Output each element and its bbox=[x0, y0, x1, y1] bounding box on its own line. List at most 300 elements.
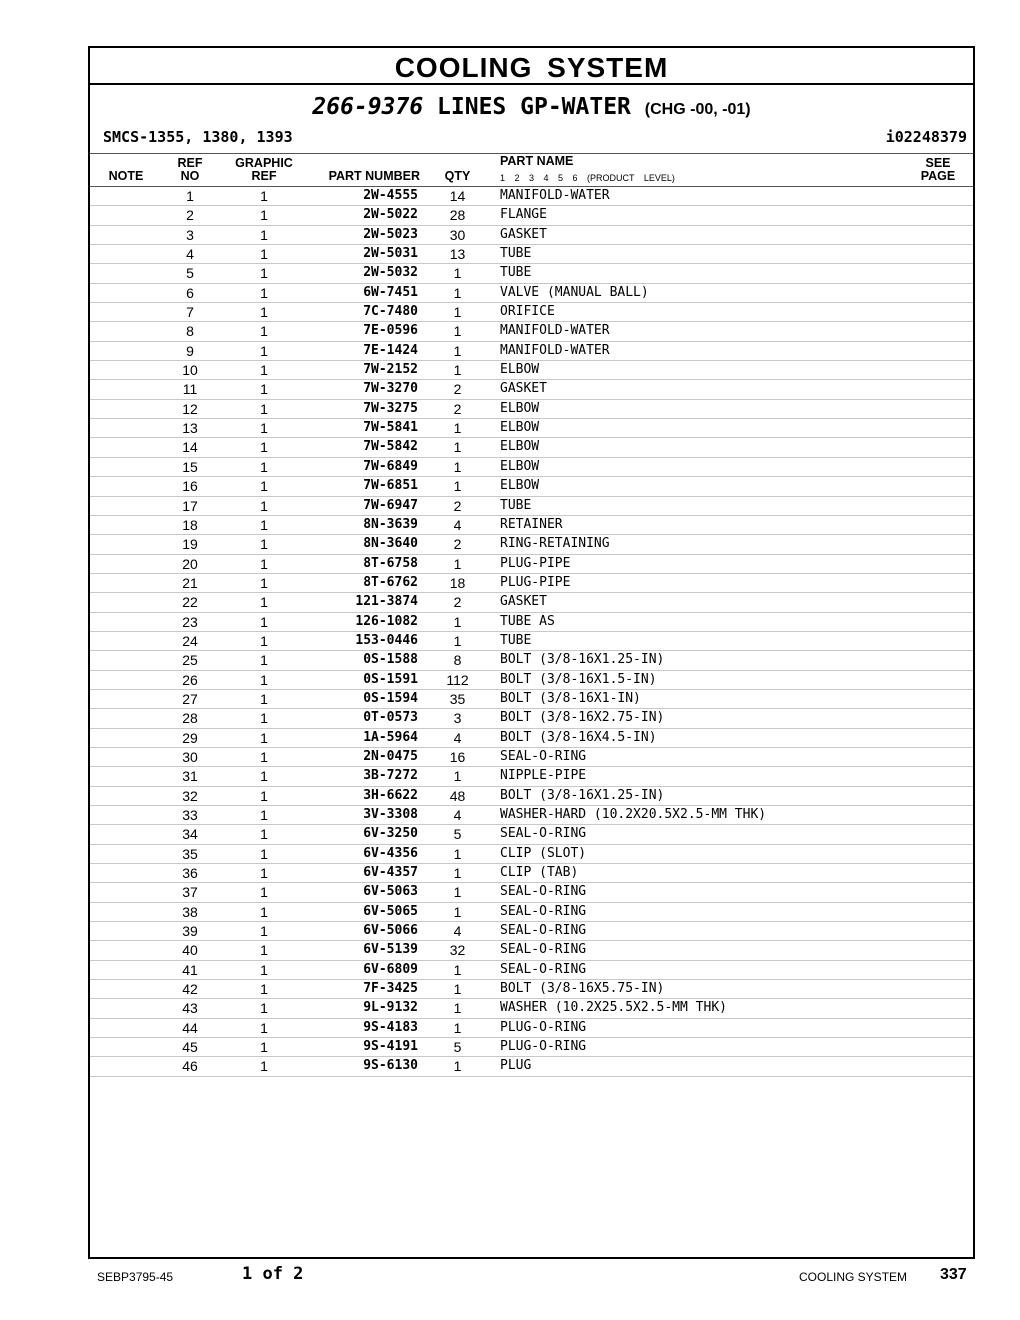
part-number-cell: 8N-3640 bbox=[363, 536, 418, 552]
smcs-codes: SMCS-1355, 1380, 1393 bbox=[103, 128, 293, 146]
qty-cell: 1 bbox=[453, 420, 462, 437]
part-number-cell: 0S-1588 bbox=[363, 652, 418, 668]
qty-cell: 1 bbox=[453, 1000, 462, 1017]
graphic-ref-cell: 1 bbox=[260, 787, 268, 804]
part-number-cell: 7W-3275 bbox=[363, 400, 418, 416]
graphic-ref-cell: 1 bbox=[260, 497, 268, 514]
header-see-page bbox=[910, 157, 966, 183]
table-row bbox=[90, 825, 973, 844]
ref-no-cell: 8 bbox=[186, 323, 194, 340]
table-row bbox=[90, 516, 973, 535]
part-name-cell: SEAL-O-RING bbox=[500, 961, 587, 977]
part-name-cell: ELBOW bbox=[500, 478, 540, 494]
ref-no-cell: 7 bbox=[186, 304, 194, 321]
ref-no-cell: 22 bbox=[182, 594, 198, 611]
table-row bbox=[90, 574, 973, 593]
illustration-id: i02248379 bbox=[885, 128, 967, 146]
part-name-cell: PLUG-PIPE bbox=[500, 555, 571, 571]
ref-no-cell: 33 bbox=[182, 807, 198, 823]
part-number-cell: 2W-5022 bbox=[363, 207, 418, 223]
part-name-cell: NIPPLE-PIPE bbox=[500, 768, 587, 784]
header-see-page-line1: SEE bbox=[925, 156, 951, 170]
table-row bbox=[90, 922, 973, 941]
graphic-ref-cell: 1 bbox=[260, 478, 268, 495]
graphic-ref-cell: 1 bbox=[260, 246, 268, 263]
graphic-ref-cell: 1 bbox=[260, 748, 268, 765]
part-name-cell: ELBOW bbox=[500, 400, 540, 416]
parts-list bbox=[90, 186, 973, 1077]
part-number-cell: 7W-3270 bbox=[363, 381, 418, 397]
qty-cell: 1 bbox=[453, 981, 462, 998]
qty-cell: 3 bbox=[453, 710, 462, 727]
group-title bbox=[90, 93, 973, 124]
qty-cell: 14 bbox=[449, 188, 466, 204]
qty-cell: 1 bbox=[453, 865, 462, 882]
graphic-ref-cell: 1 bbox=[260, 729, 268, 746]
footer-section: COOLING SYSTEM bbox=[799, 1270, 908, 1284]
graphic-ref-cell: 1 bbox=[260, 362, 268, 379]
qty-cell: 4 bbox=[453, 729, 462, 746]
part-name-cell: BOLT (3/8-16X4.5-IN) bbox=[500, 729, 657, 745]
table-row bbox=[90, 438, 973, 457]
qty-cell: 2 bbox=[453, 497, 462, 514]
header-qty: QTY bbox=[444, 169, 471, 183]
table-row bbox=[90, 787, 973, 806]
qty-cell: 2 bbox=[453, 594, 462, 611]
table-row bbox=[90, 1019, 973, 1038]
part-number-cell: 6V-3250 bbox=[363, 826, 418, 842]
table-row bbox=[90, 806, 973, 825]
table-row bbox=[90, 535, 973, 554]
graphic-ref-cell: 1 bbox=[260, 710, 268, 727]
ref-no-cell: 42 bbox=[182, 981, 198, 998]
table-row bbox=[90, 864, 973, 883]
qty-cell: 35 bbox=[449, 690, 466, 707]
part-name-cell: BOLT (3/8-16X2.75-IN) bbox=[500, 710, 665, 726]
part-number-cell: 7W-6849 bbox=[363, 458, 418, 474]
graphic-ref-cell: 1 bbox=[260, 1019, 268, 1036]
ref-no-cell: 17 bbox=[182, 497, 198, 514]
qty-cell: 1 bbox=[453, 478, 462, 495]
graphic-ref-cell: 1 bbox=[260, 826, 268, 843]
table-row bbox=[90, 400, 973, 419]
ref-no-cell: 34 bbox=[182, 826, 198, 843]
qty-cell: 1 bbox=[453, 555, 462, 572]
qty-cell: 4 bbox=[453, 923, 462, 940]
graphic-ref-cell: 1 bbox=[260, 342, 268, 359]
part-name-cell: MANIFOLD-WATER bbox=[500, 342, 610, 358]
part-name-cell: BOLT (3/8-16X5.75-IN) bbox=[500, 981, 665, 997]
footer-page-number: 337 bbox=[940, 1266, 967, 1283]
ref-no-cell: 32 bbox=[182, 787, 198, 804]
table-row bbox=[90, 1057, 973, 1076]
part-number-cell: 7F-3425 bbox=[363, 981, 418, 997]
part-name-cell: SEAL-O-RING bbox=[500, 748, 587, 764]
table-row bbox=[90, 342, 973, 361]
ref-no-cell: 15 bbox=[182, 458, 198, 475]
part-name-cell: PLUG-O-RING bbox=[500, 1019, 587, 1035]
part-number-cell: 2W-4555 bbox=[363, 188, 418, 203]
part-number-cell: 3H-6622 bbox=[363, 787, 418, 803]
ref-no-cell: 16 bbox=[182, 478, 198, 495]
ref-no-cell: 1 bbox=[186, 188, 194, 204]
ref-no-cell: 3 bbox=[186, 226, 194, 243]
ref-no-cell: 10 bbox=[182, 362, 198, 379]
part-number-cell: 6V-5063 bbox=[363, 884, 418, 900]
table-row bbox=[90, 709, 973, 728]
ref-no-cell: 40 bbox=[182, 942, 198, 959]
qty-cell: 1 bbox=[453, 458, 462, 475]
part-name-cell: MANIFOLD-WATER bbox=[500, 323, 610, 339]
table-row bbox=[90, 186, 973, 206]
part-name-cell: TUBE bbox=[500, 497, 532, 513]
ref-no-cell: 24 bbox=[182, 632, 198, 649]
part-name-cell: CLIP (TAB) bbox=[500, 865, 579, 881]
ref-no-cell: 26 bbox=[182, 671, 198, 688]
table-row bbox=[90, 477, 973, 496]
graphic-ref-cell: 1 bbox=[260, 226, 268, 243]
part-name-cell: CLIP (SLOT) bbox=[500, 845, 587, 861]
part-name-cell: ORIFICE bbox=[500, 304, 555, 320]
qty-cell: 1 bbox=[453, 632, 462, 649]
ref-no-cell: 39 bbox=[182, 923, 198, 940]
group-change: (CHG -00, -01) bbox=[644, 101, 751, 118]
part-name-cell: VALVE (MANUAL BALL) bbox=[500, 284, 649, 300]
qty-cell: 1 bbox=[453, 1019, 462, 1036]
table-row bbox=[90, 245, 973, 264]
ref-no-cell: 12 bbox=[182, 400, 198, 417]
ref-no-cell: 28 bbox=[182, 710, 198, 727]
part-number-cell: 3B-7272 bbox=[363, 768, 418, 784]
part-name-cell: ELBOW bbox=[500, 362, 540, 378]
qty-cell: 1 bbox=[453, 342, 462, 359]
header-see-page-line2: PAGE bbox=[920, 169, 956, 183]
part-number-cell: 2W-5023 bbox=[363, 226, 418, 242]
graphic-ref-cell: 1 bbox=[260, 555, 268, 572]
qty-cell: 1 bbox=[453, 613, 462, 630]
table-row bbox=[90, 845, 973, 864]
part-name-cell: PLUG-O-RING bbox=[500, 1039, 587, 1055]
part-name-cell: SEAL-O-RING bbox=[500, 942, 587, 958]
part-number-cell: 6W-7451 bbox=[363, 284, 418, 300]
qty-cell: 28 bbox=[449, 207, 466, 224]
part-number-cell: 0S-1591 bbox=[363, 671, 418, 687]
part-name-cell: GASKET bbox=[500, 381, 547, 397]
graphic-ref-cell: 1 bbox=[260, 207, 268, 224]
part-number-cell: 7W-2152 bbox=[363, 362, 418, 378]
graphic-ref-cell: 1 bbox=[260, 284, 268, 301]
ref-no-cell: 13 bbox=[182, 420, 198, 437]
header-graphic-ref-line1: GRAPHIC bbox=[235, 156, 293, 170]
part-number-cell: 6V-5065 bbox=[363, 903, 418, 919]
qty-cell: 1 bbox=[453, 884, 462, 901]
part-name-cell: ELBOW bbox=[500, 458, 540, 474]
group-part-number: 266-9376 bbox=[312, 94, 424, 120]
part-name-cell: WASHER-HARD (10.2X20.5X2.5-MM THK) bbox=[500, 807, 767, 822]
part-name-cell: BOLT (3/8-16X1.25-IN) bbox=[500, 787, 665, 803]
qty-cell: 1 bbox=[453, 284, 462, 301]
ref-no-cell: 23 bbox=[182, 613, 198, 630]
part-number-cell: 9L-9132 bbox=[363, 1000, 418, 1016]
ref-no-cell: 19 bbox=[182, 536, 198, 553]
part-number-cell: 3V-3308 bbox=[363, 807, 418, 822]
graphic-ref-cell: 1 bbox=[260, 458, 268, 475]
part-number-cell: 2N-0475 bbox=[363, 748, 418, 764]
part-name-cell: WASHER (10.2X25.5X2.5-MM THK) bbox=[500, 1000, 727, 1016]
table-row bbox=[90, 767, 973, 786]
graphic-ref-cell: 1 bbox=[260, 923, 268, 940]
qty-cell: 13 bbox=[449, 246, 466, 263]
graphic-ref-cell: 1 bbox=[260, 671, 268, 688]
part-number-cell: 6V-6809 bbox=[363, 961, 418, 977]
part-name-cell: SEAL-O-RING bbox=[500, 903, 587, 919]
header-ref-no-line2: NO bbox=[180, 169, 200, 183]
part-number-cell: 9S-6130 bbox=[363, 1058, 418, 1074]
qty-cell: 18 bbox=[449, 574, 466, 591]
table-row bbox=[90, 980, 973, 999]
group-name: LINES GP-WATER bbox=[437, 94, 631, 120]
ref-no-cell: 31 bbox=[182, 768, 198, 785]
part-name-cell: SEAL-O-RING bbox=[500, 826, 587, 842]
ref-no-cell: 2 bbox=[186, 207, 194, 224]
footer-page-of: 1 of 2 bbox=[242, 1264, 304, 1284]
qty-cell: 1 bbox=[453, 845, 462, 862]
part-number-cell: 153-0446 bbox=[355, 632, 418, 648]
header-ref-no bbox=[170, 157, 210, 183]
qty-cell: 2 bbox=[453, 381, 462, 398]
graphic-ref-cell: 1 bbox=[260, 516, 268, 533]
part-number-cell: 7C-7480 bbox=[363, 304, 418, 320]
graphic-ref-cell: 1 bbox=[260, 961, 268, 978]
page-frame bbox=[88, 46, 975, 1259]
table-row bbox=[90, 748, 973, 767]
table-row bbox=[90, 361, 973, 380]
ref-no-cell: 5 bbox=[186, 265, 194, 282]
ref-no-cell: 44 bbox=[182, 1019, 198, 1036]
ref-no-cell: 37 bbox=[182, 884, 198, 901]
ref-no-cell: 27 bbox=[182, 690, 198, 707]
table-row bbox=[90, 883, 973, 902]
ref-no-cell: 35 bbox=[182, 845, 198, 862]
qty-cell: 16 bbox=[449, 748, 466, 765]
part-name-cell: BOLT (3/8-16X1.25-IN) bbox=[500, 652, 665, 668]
part-number-cell: 1A-5964 bbox=[363, 729, 418, 745]
table-row bbox=[90, 999, 973, 1018]
part-number-cell: 8T-6758 bbox=[363, 555, 418, 571]
graphic-ref-cell: 1 bbox=[260, 807, 268, 823]
table-row bbox=[90, 593, 973, 612]
graphic-ref-cell: 1 bbox=[260, 1000, 268, 1017]
part-name-cell: RETAINER bbox=[500, 516, 563, 532]
part-number-cell: 7W-6851 bbox=[363, 478, 418, 494]
table-row bbox=[90, 941, 973, 960]
ref-no-cell: 30 bbox=[182, 748, 198, 765]
part-name-cell: BOLT (3/8-16X1-IN) bbox=[500, 690, 641, 706]
part-number-cell: 8T-6762 bbox=[363, 574, 418, 590]
graphic-ref-cell: 1 bbox=[260, 690, 268, 707]
table-row bbox=[90, 613, 973, 632]
graphic-ref-cell: 1 bbox=[260, 768, 268, 785]
part-name-cell: FLANGE bbox=[500, 207, 547, 223]
graphic-ref-cell: 1 bbox=[260, 536, 268, 553]
table-row bbox=[90, 555, 973, 574]
graphic-ref-cell: 1 bbox=[260, 884, 268, 901]
part-number-cell: 7W-5842 bbox=[363, 439, 418, 455]
header-part-name: PART NAME bbox=[500, 154, 574, 168]
graphic-ref-cell: 1 bbox=[260, 304, 268, 321]
ref-no-cell: 29 bbox=[182, 729, 198, 746]
qty-cell: 8 bbox=[453, 652, 462, 669]
table-row bbox=[90, 903, 973, 922]
graphic-ref-cell: 1 bbox=[260, 381, 268, 398]
part-number-cell: 6V-4357 bbox=[363, 865, 418, 881]
ref-no-cell: 46 bbox=[182, 1058, 198, 1075]
graphic-ref-cell: 1 bbox=[260, 903, 268, 920]
part-number-cell: 7W-5841 bbox=[363, 420, 418, 436]
table-row bbox=[90, 322, 973, 341]
qty-cell: 1 bbox=[453, 1058, 462, 1075]
graphic-ref-cell: 1 bbox=[260, 613, 268, 630]
part-number-cell: 9S-4191 bbox=[363, 1039, 418, 1055]
table-row bbox=[90, 961, 973, 980]
qty-cell: 48 bbox=[449, 787, 466, 804]
graphic-ref-cell: 1 bbox=[260, 574, 268, 591]
table-row bbox=[90, 419, 973, 438]
part-number-cell: 9S-4183 bbox=[363, 1019, 418, 1035]
graphic-ref-cell: 1 bbox=[260, 323, 268, 340]
part-number-cell: 2W-5031 bbox=[363, 246, 418, 262]
table-row bbox=[90, 284, 973, 303]
qty-cell: 1 bbox=[453, 304, 462, 321]
section-title: COOLING SYSTEM bbox=[90, 48, 973, 85]
graphic-ref-cell: 1 bbox=[260, 188, 268, 204]
qty-cell: 1 bbox=[453, 265, 462, 282]
ref-no-cell: 11 bbox=[182, 381, 198, 398]
part-number-cell: 6V-4356 bbox=[363, 845, 418, 861]
table-row bbox=[90, 671, 973, 690]
table-row bbox=[90, 651, 973, 670]
part-number-cell: 7W-6947 bbox=[363, 497, 418, 513]
graphic-ref-cell: 1 bbox=[260, 652, 268, 669]
ref-no-cell: 41 bbox=[182, 961, 198, 978]
ref-no-cell: 21 bbox=[182, 574, 198, 591]
qty-cell: 4 bbox=[453, 516, 462, 533]
part-name-cell: GASKET bbox=[500, 226, 547, 242]
qty-cell: 1 bbox=[453, 323, 462, 340]
qty-cell: 2 bbox=[453, 536, 462, 553]
table-row bbox=[90, 264, 973, 283]
part-name-cell: TUBE bbox=[500, 265, 532, 281]
graphic-ref-cell: 1 bbox=[260, 632, 268, 649]
qty-cell: 1 bbox=[453, 961, 462, 978]
qty-cell: 32 bbox=[449, 942, 466, 959]
ref-no-cell: 14 bbox=[182, 439, 198, 456]
table-row bbox=[90, 226, 973, 245]
part-name-cell: TUBE AS bbox=[500, 613, 555, 629]
graphic-ref-cell: 1 bbox=[260, 594, 268, 611]
part-name-cell: TUBE bbox=[500, 632, 532, 648]
part-name-cell: ELBOW bbox=[500, 420, 540, 436]
part-number-cell: 2W-5032 bbox=[363, 265, 418, 281]
header-part-number: PART NUMBER bbox=[328, 169, 420, 183]
page-footer bbox=[0, 1262, 1020, 1292]
table-row bbox=[90, 303, 973, 322]
qty-cell: 5 bbox=[453, 826, 462, 843]
table-row bbox=[90, 632, 973, 651]
graphic-ref-cell: 1 bbox=[260, 942, 268, 959]
table-row bbox=[90, 458, 973, 477]
graphic-ref-cell: 1 bbox=[260, 1039, 268, 1056]
qty-cell: 1 bbox=[453, 362, 462, 379]
header-product-level: 1 2 3 4 5 6 (PRODUCT LEVEL) bbox=[500, 173, 675, 183]
graphic-ref-cell: 1 bbox=[260, 265, 268, 282]
qty-cell: 1 bbox=[453, 768, 462, 785]
part-name-cell: RING-RETAINING bbox=[500, 536, 610, 552]
part-number-cell: 6V-5066 bbox=[363, 923, 418, 939]
graphic-ref-cell: 1 bbox=[260, 439, 268, 456]
table-row bbox=[90, 206, 973, 225]
table-row bbox=[90, 380, 973, 399]
qty-cell: 2 bbox=[453, 400, 462, 417]
part-name-cell: SEAL-O-RING bbox=[500, 923, 587, 939]
part-number-cell: 126-1082 bbox=[355, 613, 418, 629]
part-number-cell: 0T-0573 bbox=[363, 710, 418, 726]
part-number-cell: 8N-3639 bbox=[363, 516, 418, 532]
part-name-cell: PLUG bbox=[500, 1058, 532, 1074]
table-row bbox=[90, 690, 973, 709]
graphic-ref-cell: 1 bbox=[260, 420, 268, 437]
ref-no-cell: 36 bbox=[182, 865, 198, 882]
part-name-cell: PLUG-PIPE bbox=[500, 574, 571, 590]
part-name-cell: MANIFOLD-WATER bbox=[500, 188, 610, 203]
qty-cell: 1 bbox=[453, 439, 462, 456]
part-number-cell: 0S-1594 bbox=[363, 690, 418, 706]
ref-no-cell: 4 bbox=[186, 246, 194, 263]
part-name-cell: BOLT (3/8-16X1.5-IN) bbox=[500, 671, 657, 687]
qty-cell: 5 bbox=[453, 1039, 462, 1056]
part-number-cell: 7E-1424 bbox=[363, 342, 418, 358]
table-row bbox=[90, 729, 973, 748]
ref-no-cell: 25 bbox=[182, 652, 198, 669]
qty-cell: 1 bbox=[453, 903, 462, 920]
footer-doc-id: SEBP3795-45 bbox=[97, 1270, 174, 1284]
header-note: NOTE bbox=[108, 169, 144, 183]
part-number-cell: 6V-5139 bbox=[363, 942, 418, 958]
part-number-cell: 7E-0596 bbox=[363, 323, 418, 339]
part-name-cell: TUBE bbox=[500, 246, 532, 262]
ref-no-cell: 43 bbox=[182, 1000, 198, 1017]
qty-cell: 4 bbox=[453, 807, 462, 823]
header-ref-no-line1: REF bbox=[177, 156, 203, 170]
qty-cell: 30 bbox=[449, 226, 466, 243]
header-graphic-ref-line2: REF bbox=[251, 169, 277, 183]
part-name-cell: ELBOW bbox=[500, 439, 540, 455]
header-graphic-ref bbox=[229, 157, 299, 183]
part-name-cell: SEAL-O-RING bbox=[500, 884, 587, 900]
part-name-cell: GASKET bbox=[500, 594, 547, 610]
graphic-ref-cell: 1 bbox=[260, 400, 268, 417]
graphic-ref-cell: 1 bbox=[260, 865, 268, 882]
ref-no-cell: 9 bbox=[186, 342, 194, 359]
table-row bbox=[90, 497, 973, 516]
ref-no-cell: 20 bbox=[182, 555, 198, 572]
graphic-ref-cell: 1 bbox=[260, 845, 268, 862]
qty-cell: 112 bbox=[446, 671, 469, 688]
graphic-ref-cell: 1 bbox=[260, 981, 268, 998]
part-number-cell: 121-3874 bbox=[355, 594, 418, 610]
ref-no-cell: 18 bbox=[182, 516, 198, 533]
table-row bbox=[90, 1038, 973, 1057]
